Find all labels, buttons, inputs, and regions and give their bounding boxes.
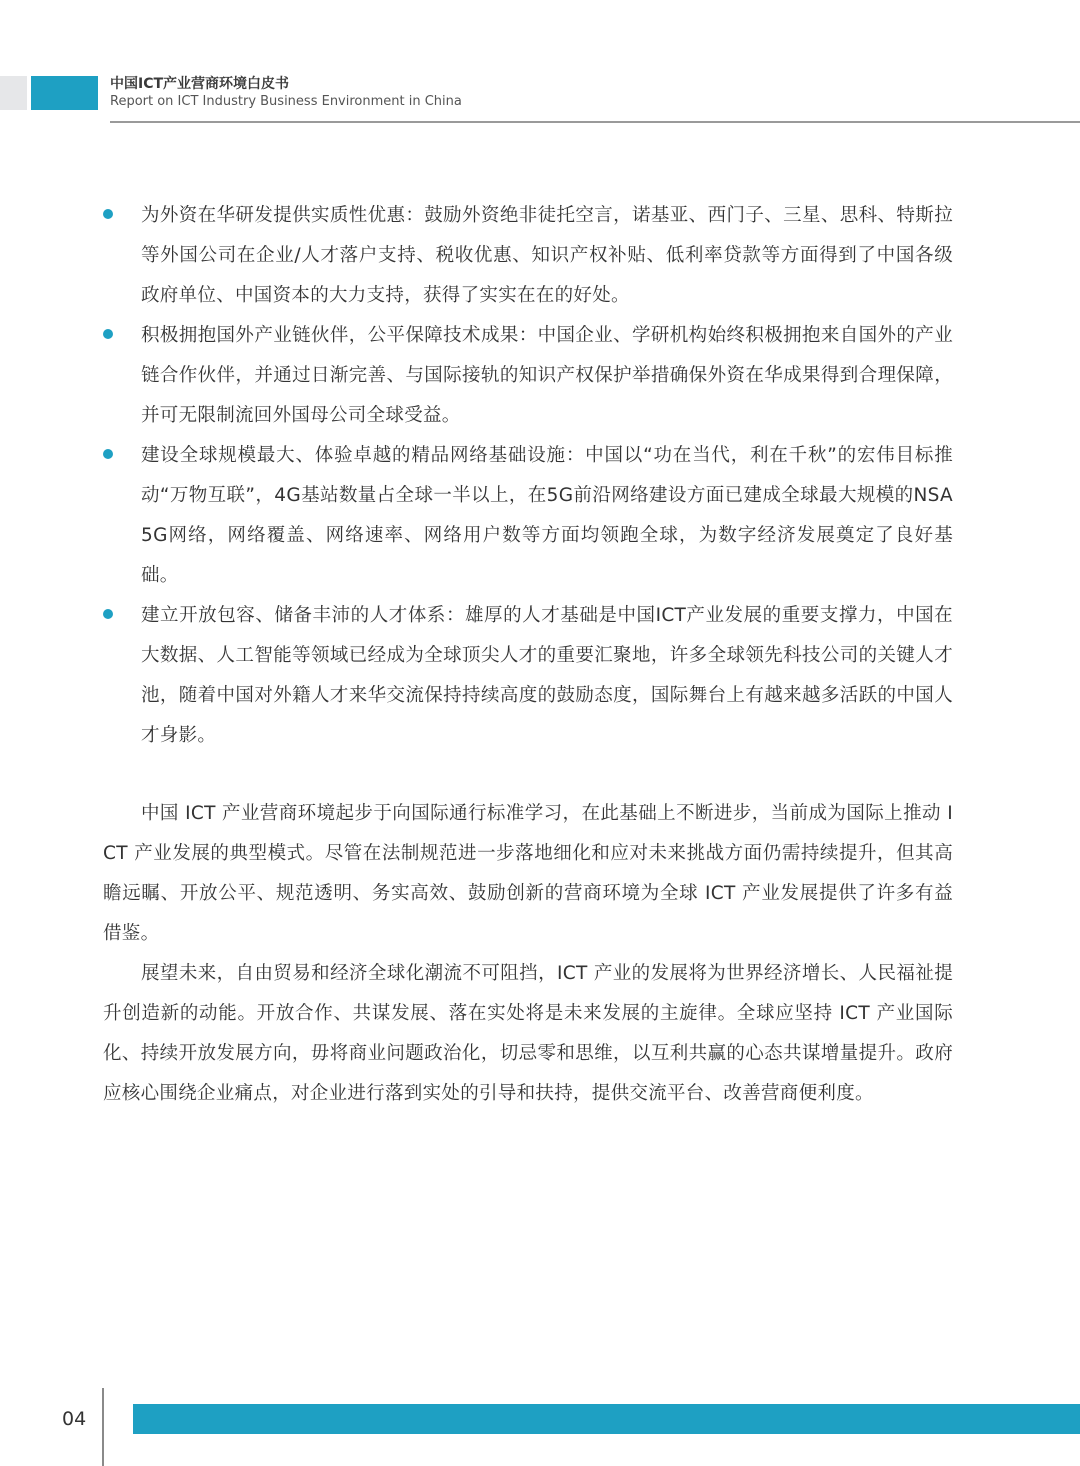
bullet-dot-icon <box>103 329 113 339</box>
bullet-text: 积极拥抱国外产业链伙伴，公平保障技术成果：中国企业、学研机构始终积极拥抱来自国外的产业链合作伙伴，并通过日渐完善、与国际接轨的知识产权保护举措确保外资在华成果得到合理保障，并可无限制流回外国母公司全球受益。 <box>141 325 953 426</box>
header-gray-block <box>0 76 27 110</box>
header-divider <box>110 121 1080 123</box>
footer-accent-bar <box>133 1404 1080 1434</box>
header-accent-block <box>31 76 98 110</box>
body-paragraph: 中国 ICT 产业营商环境起步于向国际通行标准学习，在此基础上不断进步，当前成为国际上推动 ICT 产业发展的典型模式。尽管在法制规范进一步落地细化和应对未来挑战方面仍需持续提升，但其高瞻远瞩、开放公平、规范透明、务实高效、鼓励创新的营商环境为全球 ICT 产业发展提供了许多有益借鉴。 <box>103 803 953 944</box>
page-number: 04 <box>62 1408 87 1430</box>
bullet-item <box>103 436 953 596</box>
bullet-text: 为外资在华研发提供实质性优惠：鼓励外资绝非徒托空言，诺基亚、西门子、三星、思科、特斯拉等外国公司在企业/人才落户支持、税收优惠、知识产权补贴、低利率贷款等方面得到了中国各级政府单位、中国资本的大力支持，获得了实实在在的好处。 <box>141 205 953 306</box>
bullet-item <box>103 596 953 756</box>
bullet-item <box>103 196 953 316</box>
body-paragraph: 展望未来，自由贸易和经济全球化潮流不可阻挡，ICT 产业的发展将为世界经济增长、人民福祉提升创造新的动能。开放合作、共谋发展、落在实处将是未来发展的主旋律。全球应坚持 ICT 产业国际化、持续开放发展方向，毋将商业问题政治化，切忌零和思维，以互利共赢的心态共谋增量提升。政府应核心围绕企业痛点，对企业进行落到实处的引导和扶持，提供交流平台、改善营商便利度。 <box>103 963 953 1104</box>
bullet-text: 建立开放包容、储备丰沛的人才体系：雄厚的人才基础是中国ICT产业发展的重要支撑力，中国在大数据、人工智能等领域已经成为全球顶尖人才的重要汇聚地，许多全球领先科技公司的关键人才池，随着中国对外籍人才来华交流保持持续高度的鼓励态度，国际舞台上有越来越多活跃的中国人才身影。 <box>141 605 953 746</box>
header-title: 中国ICT产业营商环境白皮书 <box>110 76 290 92</box>
footer-divider <box>102 1388 104 1466</box>
bullet-dot-icon <box>103 209 113 219</box>
bullet-item <box>103 316 953 436</box>
bullet-dot-icon <box>103 449 113 459</box>
header-subtitle: Report on ICT Industry Business Environment in China <box>110 94 462 109</box>
bullet-text: 建设全球规模最大、体验卓越的精品网络基础设施：中国以“功在当代，利在千秋”的宏伟目标推动“万物互联”，4G基站数量占全球一半以上，在5G前沿网络建设方面已建成全球最大规模的NSA 5G网络，网络覆盖、网络速率、网络用户数等方面均领跑全球，为数字经济发展奠定了良好基础。 <box>141 445 953 586</box>
bullet-dot-icon <box>103 609 113 619</box>
